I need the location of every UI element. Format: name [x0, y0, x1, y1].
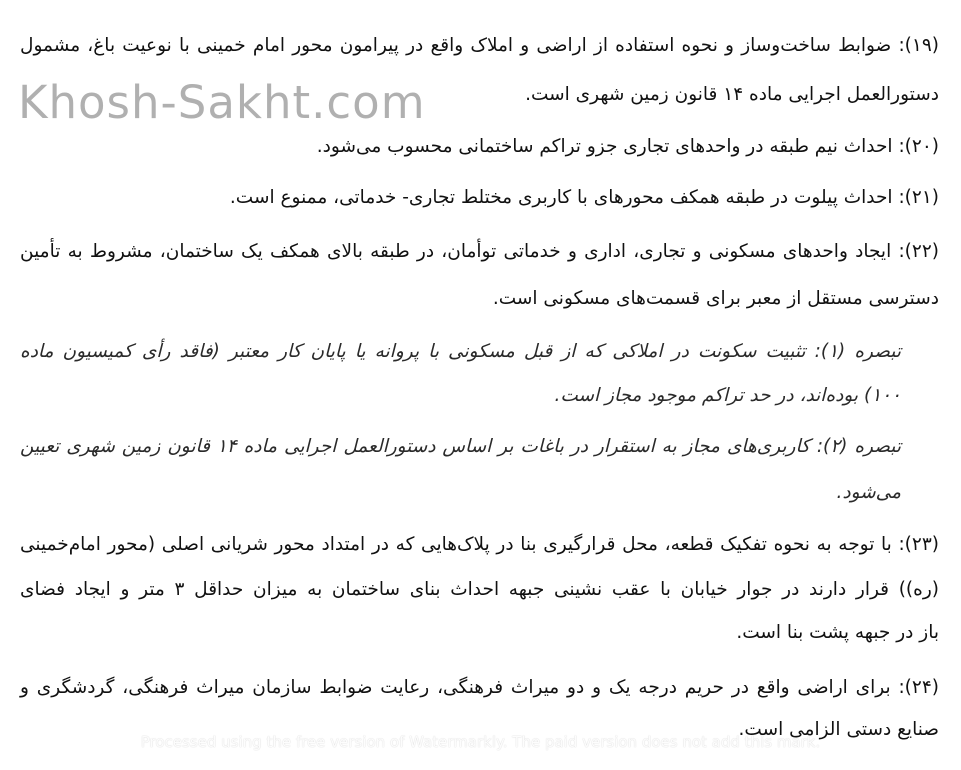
note-1-line-2: ۱۰۰) بوده‌اند، در حد تراکم موجود مجاز است.	[554, 385, 901, 406]
clause-19-line-1: (۱۹): ضوابط ساخت‌وساز و نحوه استفاده از اراضی و املاک واقع در پیرامون محور امام خمینی با نوعیت باغ، مشمول	[20, 35, 939, 56]
clause-21-line-1: (۲۱): احداث پیلوت در طبقه همکف محورهای با کاربری مختلط تجاری- خدماتی، ممنوع است.	[229, 187, 939, 208]
clause-20-line-1: (۲۰): احداث نیم طبقه در واحدهای تجاری جزو تراکم ساختمانی محسوب می‌شود.	[316, 136, 939, 157]
clause-22-line-1: (۲۲): ایجاد واحدهای مسکونی و تجاری، اداری و خدماتی توأمان، در طبقه بالای همکف یک ساختمان، مشروط به تأمین	[20, 241, 939, 262]
clause-24-line-1: (۲۴): برای اراضی واقع در حریم درجه یک و دو میراث فرهنگی، رعایت ضوابط سازمان میراث فرهنگی، گردشگری و	[20, 677, 939, 698]
clause-22-line-2: دسترسی مستقل از معبر برای قسمت‌های مسکونی است.	[492, 288, 939, 309]
site-watermark: Khosh-Sakht.com	[18, 76, 426, 129]
note-1-line-1: تبصره (۱): تثبیت سکونت در املاکی که از قبل مسکونی با پروانه یا پایان کار معتبر (فاقد رأی کمیسیون ماده	[20, 341, 902, 362]
clause-23-line-2: (ره)) قرار دارند در جوار خیابان با عقب نشینی جبهه احداث بنای ساختمان به میزان حداقل ۳ متر و ایجاد فضای	[20, 579, 939, 600]
clause-19-line-2: دستورالعمل اجرایی ماده ۱۴ قانون زمین شهری است.	[525, 84, 939, 105]
note-2-line-1: تبصره (۲): کاربری‌های مجاز به استقرار در باغات بر اساس دستورالعمل اجرایی ماده ۱۴ قانون زمین شهری تعیین	[20, 436, 901, 457]
note-2-line-2: می‌شود.	[836, 482, 901, 503]
clause-23-line-3: باز در جبهه پشت بنا است.	[736, 622, 939, 643]
clause-23-line-1: (۲۳): با توجه به نحوه تفکیک قطعه، محل قرارگیری بنا در پلاک‌هایی که در امتداد محور شریانی اصلی (محور امام‌خمینی	[20, 534, 939, 555]
clause-24-line-2: صنایع دستی الزامی است.	[738, 719, 939, 740]
processing-notice: Processed using the free version of Watermarkly. The paid version does not add this mark.	[140, 733, 821, 751]
